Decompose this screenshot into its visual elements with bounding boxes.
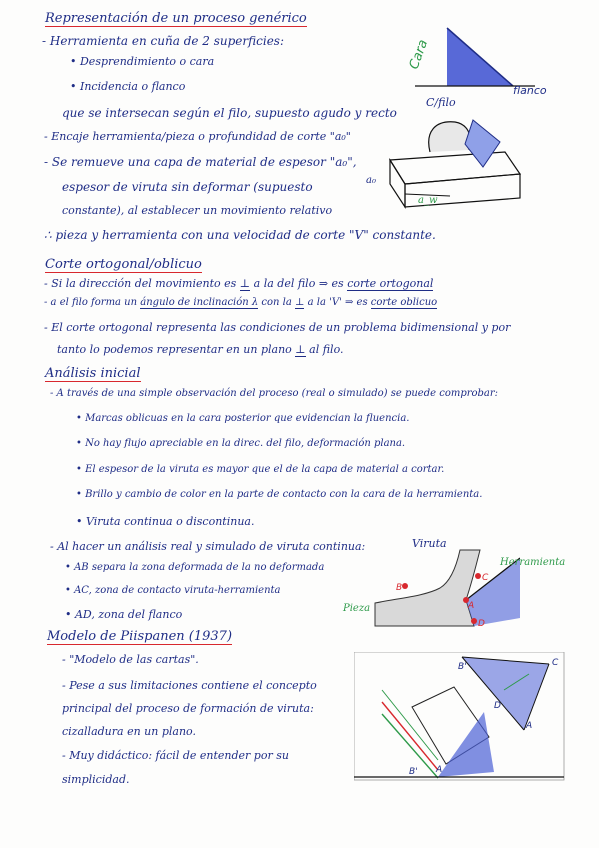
pieza-label: Pieza xyxy=(343,603,371,614)
text-line: - Pese a sus limitaciones contiene el concepto xyxy=(62,679,317,692)
point-a-label: A xyxy=(526,721,533,731)
text-line: - Encaje herramienta/pieza o profundidad de corte "a₀" xyxy=(44,130,351,143)
cara-label: Cara xyxy=(406,37,432,72)
section-title-piispanen-model: Modelo de Piispanen (1937) xyxy=(47,629,233,644)
block-chip-figure xyxy=(355,112,530,222)
text-line: principal del proceso de formación de viruta: xyxy=(62,702,314,715)
card-model-figure xyxy=(354,652,566,784)
section-title-generic-process: Representación de un proceso genérico xyxy=(45,11,307,26)
point-d-label: D xyxy=(494,701,501,711)
point-b1-label: B' xyxy=(458,662,467,672)
point-d-label: D xyxy=(478,619,485,629)
text-line: - Si la dirección del movimiento es ⊥ a la del filo ⇒ es corte ortogonal xyxy=(44,277,434,290)
aw-label: a_w xyxy=(418,195,438,206)
text-line: • AB separa la zona deformada de la no deformada xyxy=(65,562,325,573)
filo-label: C/filo xyxy=(426,96,456,109)
text-line: • Viruta continua o discontinua. xyxy=(76,515,255,528)
text-line: espesor de viruta sin deformar (supuesto xyxy=(62,180,313,194)
text-line: - Muy didáctico: fácil de entender por su xyxy=(62,749,289,762)
text-line: - "Modelo de las cartas". xyxy=(62,653,199,666)
text-line: - Se remueve una capa de material de espesor "a₀", xyxy=(44,155,357,169)
chip-formation-figure xyxy=(370,548,520,630)
herramienta-label: Herramienta xyxy=(500,557,566,568)
text-line: - Al hacer un análisis real y simulado de viruta continua: xyxy=(50,540,366,553)
text-line: • El espesor de la viruta es mayor que el de la capa de material a cortar. xyxy=(76,464,445,475)
viruta-label: Viruta xyxy=(412,537,447,550)
text-line: • Incidencia o flanco xyxy=(70,80,186,93)
text-line: • Marcas oblicuas en la cara posterior que evidencian la fluencia. xyxy=(76,413,410,424)
flanco-label: flanco xyxy=(513,84,547,96)
wedge-tool-figure xyxy=(395,8,595,96)
point-c-label: C xyxy=(482,573,489,583)
point-b-label: B xyxy=(396,583,403,593)
point-a2-label: A xyxy=(436,765,443,775)
text-line: • AD, zona del flanco xyxy=(65,608,183,621)
text-line: • No hay flujo apreciable en la direc. del filo, deformación plana. xyxy=(76,438,406,449)
point-b2-label: B' xyxy=(409,767,418,777)
text-line: cizalladura en un plano. xyxy=(62,725,196,738)
text-line: • AC, zona de contacto viruta-herramienta xyxy=(65,585,281,596)
text-line: - A través de una simple observación del proceso (real o simulado) se puede comprobar: xyxy=(50,388,499,399)
section-title-initial-analysis: Análisis inicial xyxy=(45,366,141,381)
point-a-label: A xyxy=(468,601,475,611)
text-line: • Desprendimiento o cara xyxy=(70,55,215,68)
text-line: tanto lo podemos representar en un plano ⊥ al filo. xyxy=(57,343,344,356)
text-line: - El corte ortogonal representa las condiciones de un problema bidimensional y por xyxy=(44,321,511,334)
a0-label: a₀ xyxy=(366,175,376,186)
text-line: - Herramienta en cuña de 2 superficies: xyxy=(42,34,285,48)
text-line: - a el filo forma un ángulo de inclinación λ con la ⊥ a la 'V' ⇒ es corte oblicuo xyxy=(44,297,438,308)
text-line: • Brillo y cambio de color en la parte de contacto con la cara de la herramienta. xyxy=(76,489,483,500)
text-line: ∴ pieza y herramienta con una velocidad de corte "V" constante. xyxy=(44,228,436,242)
text-line: constante), al establecer un movimiento relativo xyxy=(62,204,333,217)
section-title-orthogonal-oblique: Corte ortogonal/oblicuo xyxy=(45,257,202,272)
point-c-label: C xyxy=(552,658,559,668)
text-line: simplicidad. xyxy=(62,773,130,786)
text-line: que se intersecan según el filo, supuesto agudo y recto xyxy=(62,106,397,120)
